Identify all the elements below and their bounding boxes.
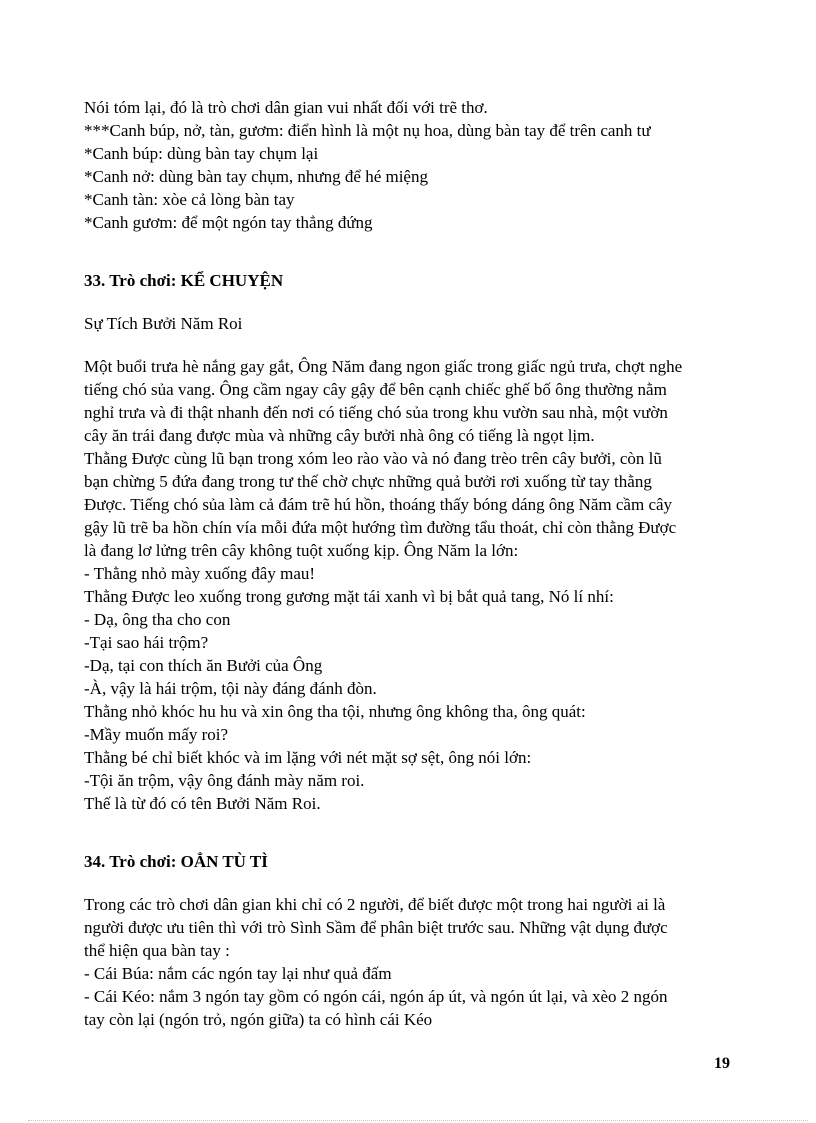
section-34-body	[84, 893, 744, 1031]
intro-line: *Canh gươm: để một ngón tay thẳng đứng	[84, 213, 373, 232]
page-number: 19	[714, 1055, 730, 1072]
intro-line: ***Canh búp, nở, tàn, gươm: điển hình là một nụ hoa, dùng bàn tay để trên canh tư	[84, 121, 651, 140]
story-line: -Tại sao hái trộm?	[84, 633, 209, 652]
section-34-line: tay còn lại (ngón trỏ, ngón giữa) ta có hình cái Kéo	[84, 1010, 433, 1029]
section-34-heading: 34. Trò chơi: OẲN TÙ TÌ	[84, 852, 268, 871]
section-34-line: - Cái Kéo: nắm 3 ngón tay gồm có ngón cái, ngón áp út, và ngón út lại, và xèo 2 ngón	[84, 987, 668, 1006]
story-line: bạn chừng 5 đứa đang trong tư thế chờ chực những quả bưởi rơi xuống từ tay thằng	[84, 472, 652, 491]
story-line: Thế là từ đó có tên Bưởi Năm Roi.	[84, 794, 321, 813]
story-line: -Mầy muốn mấy roi?	[84, 725, 228, 744]
story-title: Sự Tích Bưởi Năm Roi	[84, 314, 243, 333]
intro-block	[84, 96, 744, 234]
intro-line: *Canh tàn: xòe cả lòng bàn tay	[84, 190, 295, 209]
section-34-line: người được ưu tiên thì với trò Sình Sầm để phân biệt trước sau. Những vật dụng được	[84, 918, 668, 937]
story-line: tiếng chó sủa vang. Ông cầm ngay cây gậy để bên cạnh chiếc ghế bố ông thường nằm	[84, 380, 667, 399]
story-line: nghỉ trưa và đi thật nhanh đến nơi có tiếng chó sủa trong khu vườn sau nhà, một vườn	[84, 403, 668, 422]
story-line: gậy lũ trẽ ba hồn chín vía mỗi đứa một hướng tìm đường tẩu thoát, chỉ còn thằng Được	[84, 518, 677, 537]
story-line: Thằng Được leo xuống trong gương mặt tái xanh vì bị bắt quả tang, Nó lí nhí:	[84, 587, 614, 606]
story-line: Thằng bé chỉ biết khóc và im lặng với nét mặt sợ sệt, ông nói lớn:	[84, 748, 532, 767]
story-line: -Dạ, tại con thích ăn Bưởi của Ông	[84, 656, 323, 675]
document-page	[84, 96, 744, 1031]
story-line: - Thằng nhỏ mày xuống đây mau!	[84, 564, 316, 583]
intro-line: *Canh búp: dùng bàn tay chụm lại	[84, 144, 319, 163]
story-line: - Dạ, ông tha cho con	[84, 610, 231, 629]
footer-rule	[28, 1120, 808, 1121]
story-line: -À, vậy là hái trộm, tội này đáng đánh đòn.	[84, 679, 377, 698]
section-34-line: thể hiện qua bàn tay :	[84, 941, 230, 960]
intro-line: Nói tóm lại, đó là trò chơi dân gian vui nhất đối với trẽ thơ.	[84, 98, 488, 117]
story-line: là đang lơ lửng trên cây không tuột xuống kịp. Ông Năm la lớn:	[84, 541, 519, 560]
section-34-line: - Cái Búa: nắm các ngón tay lại như quả đấm	[84, 964, 392, 983]
story-line: Thằng nhỏ khóc hu hu và xin ông tha tội, nhưng ông không tha, ông quát:	[84, 702, 586, 721]
intro-line: *Canh nở: dùng bàn tay chụm, nhưng để hé miệng	[84, 167, 428, 186]
story-line: Được. Tiếng chó sủa làm cả đám trẽ hú hồn, thoáng thấy bóng dáng ông Năm cầm cây	[84, 495, 673, 514]
story-line: -Tội ăn trộm, vậy ông đánh mày năm roi.	[84, 771, 365, 790]
story-line: cây ăn trái đang được mùa và những cây bưởi nhà ông có tiếng là ngọt lịm.	[84, 426, 595, 445]
story-line: Thằng Được cùng lũ bạn trong xóm leo rào vào và nó đang trèo trên cây bưởi, còn lũ	[84, 449, 662, 468]
story-line: Một buổi trưa hè nắng gay gắt, Ông Năm đang ngon giấc trong giấc ngủ trưa, chợt nghe	[84, 357, 683, 376]
section-34-line: Trong các trò chơi dân gian khi chỉ có 2 người, để biết được một trong hai người ai là	[84, 895, 666, 914]
section-33-body	[84, 355, 744, 815]
section-33-heading: 33. Trò chơi: KỂ CHUYỆN	[84, 271, 284, 290]
